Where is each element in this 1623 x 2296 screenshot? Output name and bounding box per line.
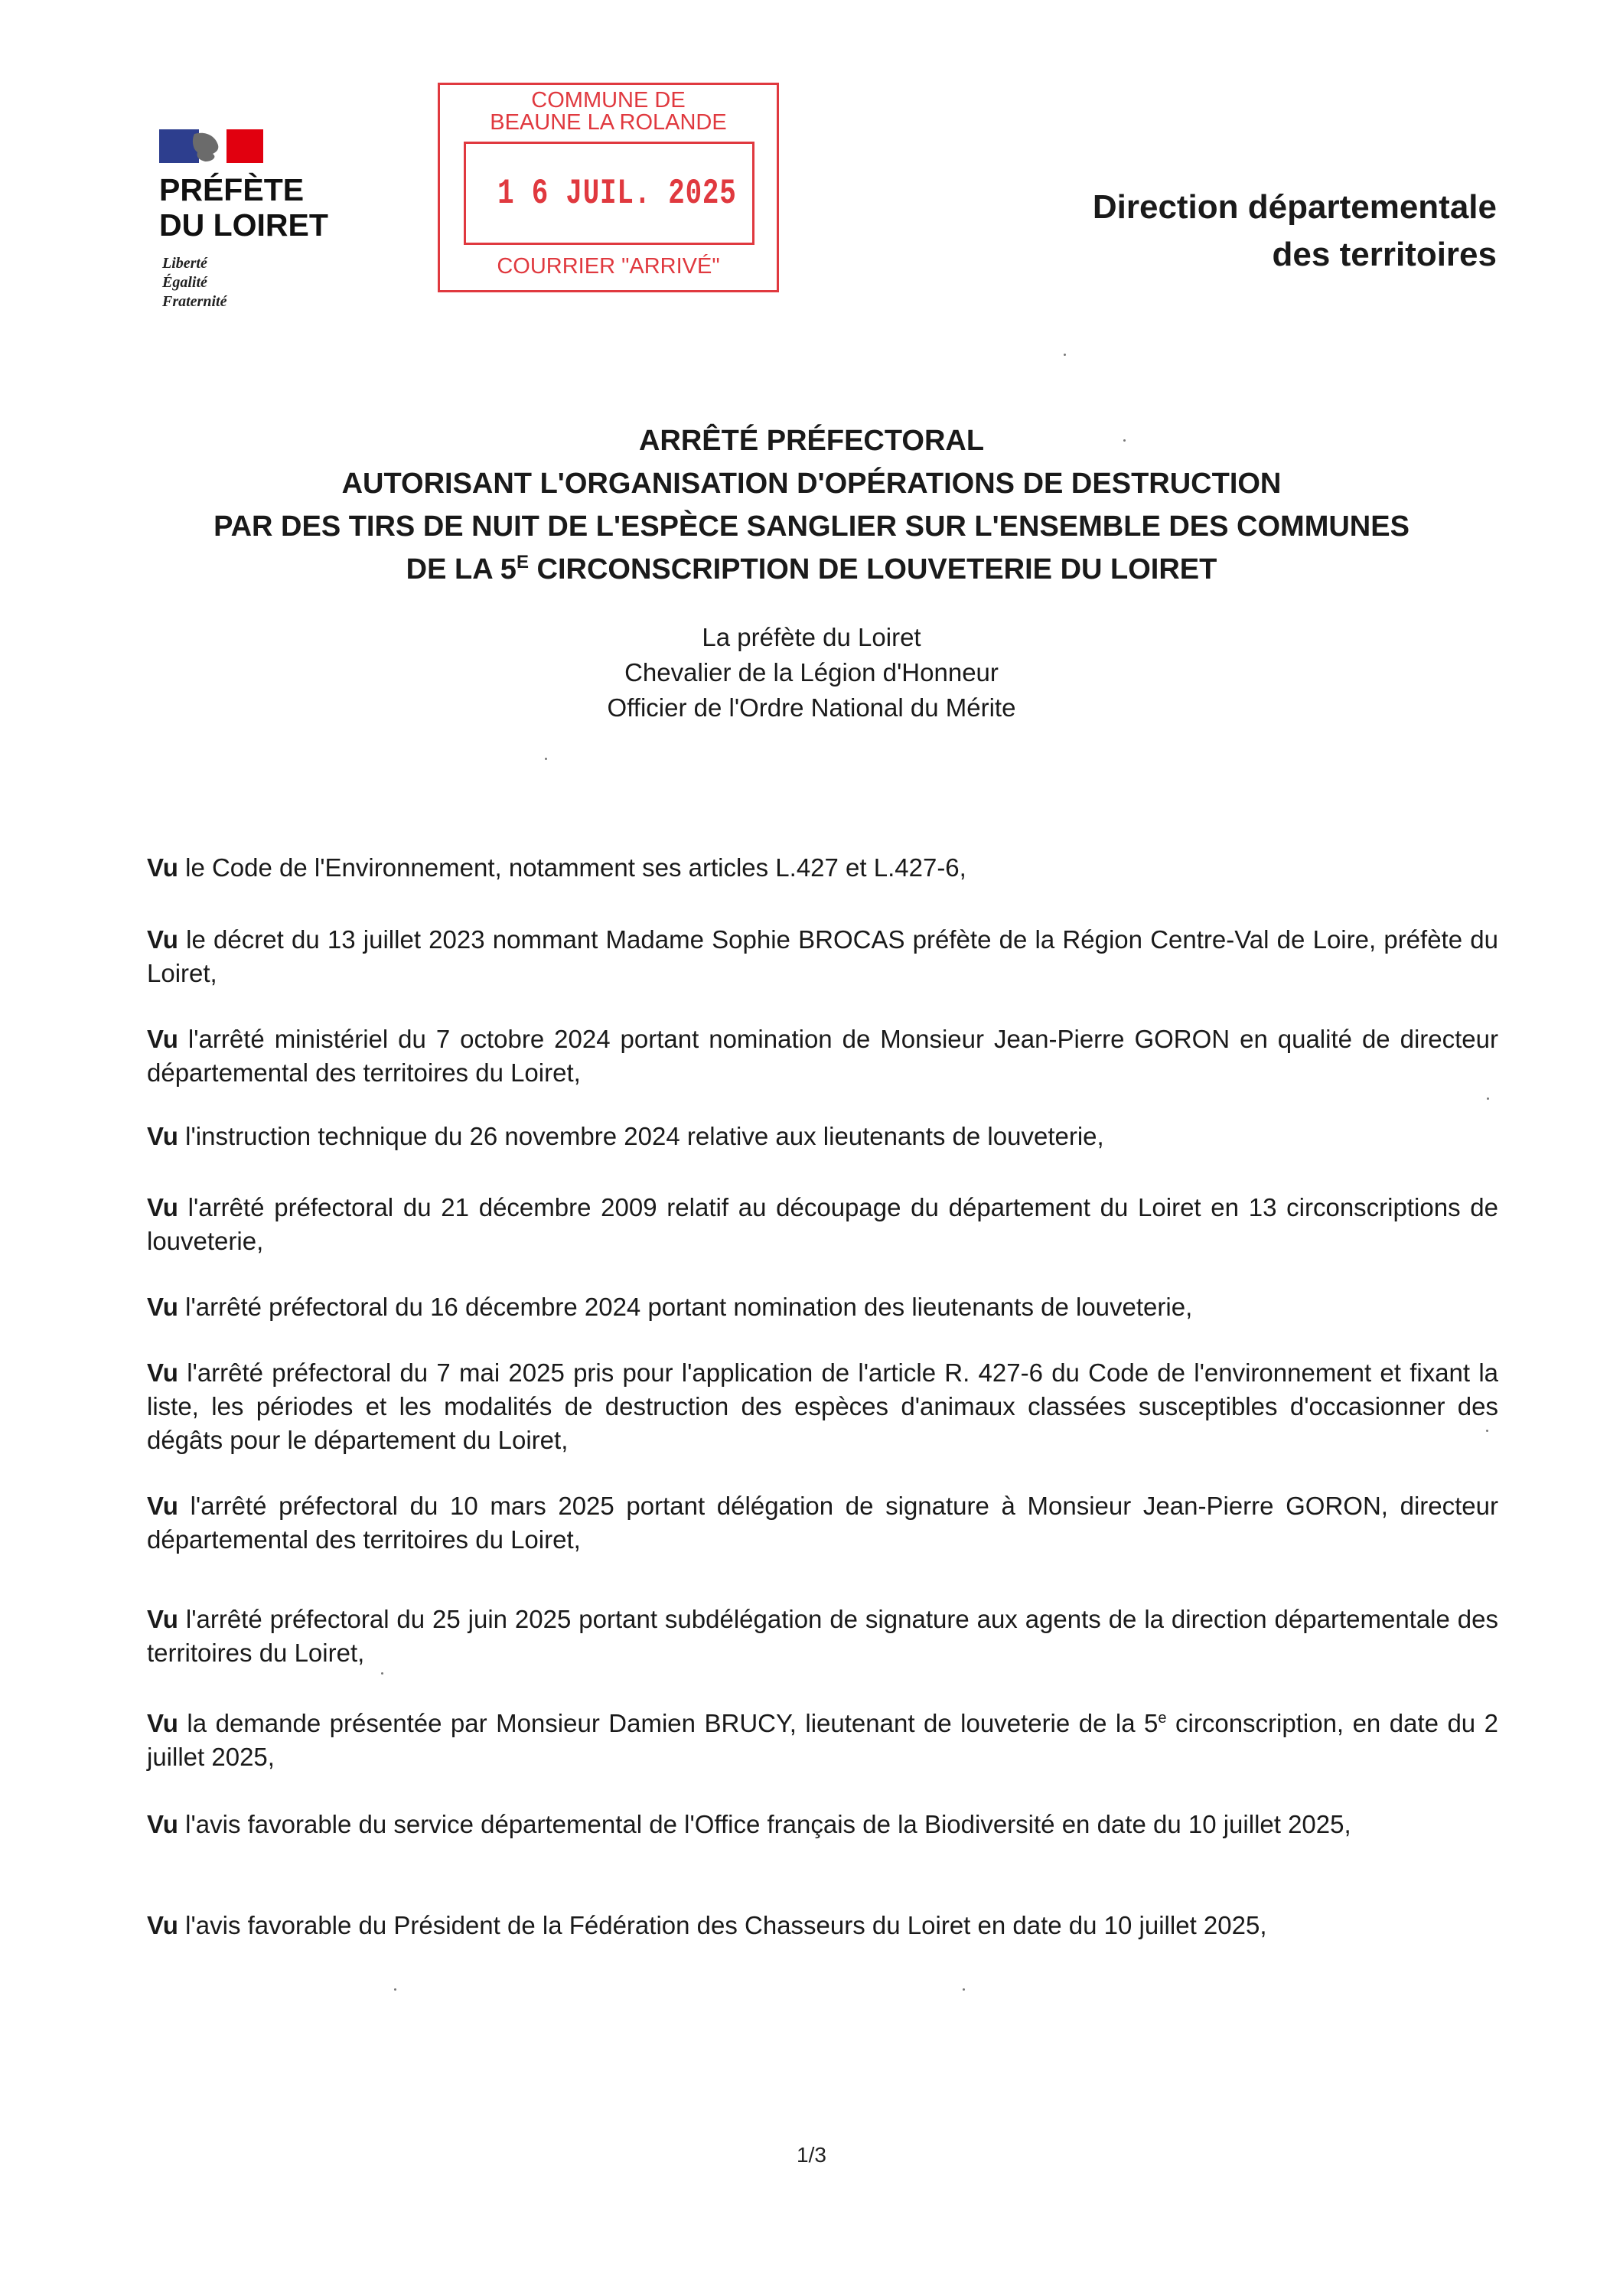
republic-motto: [162, 254, 227, 311]
title-line4: [0, 548, 1623, 591]
vu-text: l'arrêté préfectoral du 10 mars 2025 portant délégation de signature à Monsieur Jean-Pierre GORON, directeur départemental des territoires du Loiret,: [147, 1492, 1498, 1554]
vu-paragraph: [147, 1707, 1498, 1774]
vu-text: l'arrêté préfectoral du 21 décembre 2009 relatif au découpage du département du Loiret en 13 circonscriptions de louveterie,: [147, 1193, 1498, 1255]
signatory-block: [0, 620, 1623, 726]
scan-speck: [1487, 1097, 1489, 1100]
stamp-date-box: [464, 142, 754, 245]
scan-speck: [381, 1672, 383, 1675]
vu-keyword: Vu: [147, 1492, 178, 1520]
vu-text-pre: la demande présentée par Monsieur Damien BRUCY, lieutenant de louveterie de la 5: [178, 1709, 1159, 1737]
vu-paragraph: [147, 1356, 1498, 1457]
stamp-line1: COMMUNE DE: [531, 88, 686, 113]
vu-paragraph: [147, 1120, 1498, 1153]
title-line2: AUTORISANT L'ORGANISATION D'OPÉRATIONS DE DESTRUCTION: [341, 468, 1282, 500]
stamp-line3: COURRIER "ARRIVÉ": [497, 254, 720, 279]
vu-text: l'avis favorable du Président de la Fédération des Chasseurs du Loiret en date du 10 juillet 2025,: [178, 1911, 1267, 1939]
signatory-line2: Chevalier de la Légion d'Honneur: [624, 658, 999, 687]
scan-speck: [394, 1988, 396, 1991]
signatory-line3: Officier de l'Ordre National du Mérite: [607, 693, 1016, 722]
reception-stamp: [438, 83, 779, 292]
vu-text: l'arrêté ministériel du 7 octobre 2024 portant nomination de Monsieur Jean-Pierre GORON en qualité de directeur départemental des territoires du Loiret,: [147, 1025, 1498, 1087]
vu-paragraph: [147, 1909, 1498, 1942]
vu-text: le décret du 13 juillet 2023 nommant Madame Sophie BROCAS préfète de la Région Centre-Val de Loire, préfète du Loiret,: [147, 925, 1498, 987]
scan-speck: [1064, 354, 1066, 356]
page-number: 1/3: [797, 2143, 826, 2167]
institution-line1: PRÉFÈTE: [159, 172, 305, 207]
vu-text: l'arrêté préfectoral du 25 juin 2025 portant subdélégation de signature aux agents de la direction départementale des territoires du Loiret,: [147, 1605, 1498, 1667]
vu-text-post: circonscription, en date du 2 juillet 2025,: [147, 1709, 1498, 1771]
vu-paragraph: [147, 1022, 1498, 1090]
marianne-logo-icon: [159, 126, 266, 166]
vu-paragraph: [147, 1489, 1498, 1557]
stamp-date: 1 6 JUIL. 2025: [497, 174, 737, 214]
flag-blue-band: [159, 129, 199, 163]
vu-text: le Code de l'Environnement, notamment ses articles L.427 et L.427-6,: [178, 853, 966, 882]
vu-keyword: Vu: [147, 1911, 178, 1939]
vu-keyword: Vu: [147, 1293, 178, 1321]
motto-liberte: Liberté: [162, 255, 207, 272]
title-line3: PAR DES TIRS DE NUIT DE L'ESPÈCE SANGLIER SUR L'ENSEMBLE DES COMMUNES: [213, 510, 1410, 543]
flag-red-band: [227, 129, 263, 163]
title-line4-post: CIRCONSCRIPTION DE LOUVETERIE DU LOIRET: [528, 553, 1217, 585]
scan-speck: [545, 758, 547, 760]
title-line4-pre: DE LA 5: [406, 553, 517, 585]
vu-keyword: Vu: [147, 1605, 178, 1633]
issuing-direction: [1093, 184, 1497, 279]
vu-text: l'arrêté préfectoral du 7 mai 2025 pris pour l'application de l'article R. 427-6 du Code de l'environnement et fixant la liste, les périodes et les modalités de destruction des espèces d'animaux classées susceptibles d'occasionner des dégâts pour le département du Loiret,: [147, 1358, 1498, 1454]
document-title: [0, 419, 1623, 591]
vu-text: l'arrêté préfectoral du 16 décembre 2024 portant nomination des lieutenants de louveterie,: [178, 1293, 1193, 1321]
direction-line2: des territoires: [1272, 236, 1497, 273]
vu-text: l'avis favorable du service départemental de l'Office français de la Biodiversité en date du 10 juillet 2025,: [178, 1810, 1351, 1838]
vu-keyword: Vu: [147, 1709, 178, 1737]
title-line4-sup: E: [516, 552, 529, 572]
scan-speck: [1486, 1430, 1488, 1432]
vu-text: l'instruction technique du 26 novembre 2024 relative aux lieutenants de louveterie,: [178, 1122, 1104, 1150]
vu-keyword: Vu: [147, 1122, 178, 1150]
motto-fraternite: Fraternité: [162, 293, 227, 310]
vu-paragraph: [147, 923, 1498, 990]
vu-keyword: Vu: [147, 925, 178, 954]
vu-keyword: Vu: [147, 1810, 178, 1838]
direction-line1: Direction départementale: [1092, 188, 1497, 226]
scan-speck: [1123, 439, 1126, 442]
vu-paragraph: [147, 1290, 1498, 1324]
vu-paragraph: [147, 851, 1498, 885]
vu-keyword: Vu: [147, 1025, 178, 1053]
motto-egalite: Égalité: [162, 274, 207, 291]
institution-line2: DU LOIRET: [159, 207, 328, 243]
vu-keyword: Vu: [147, 1193, 178, 1221]
vu-keyword: Vu: [147, 853, 178, 882]
signatory-line1: La préfète du Loiret: [702, 623, 921, 651]
vu-keyword: Vu: [147, 1358, 178, 1387]
vu-text-sup: e: [1158, 1710, 1167, 1727]
institution-name: [159, 172, 328, 243]
vu-paragraph: [147, 1802, 1498, 1848]
stamp-line2: BEAUNE LA ROLANDE: [490, 110, 727, 135]
scan-speck: [963, 1988, 965, 1991]
vu-paragraph: [147, 1191, 1498, 1258]
title-line1: ARRÊTÉ PRÉFECTORAL: [638, 425, 985, 457]
vu-paragraph: [147, 1603, 1498, 1670]
